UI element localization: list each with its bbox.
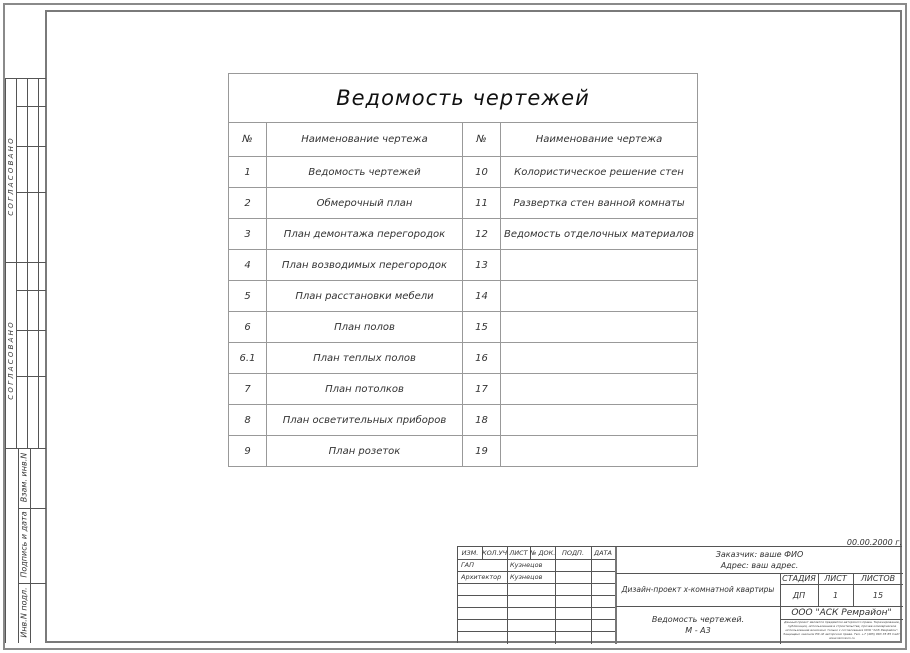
row-num: 8 bbox=[229, 405, 267, 435]
row-num: 9 bbox=[229, 436, 267, 467]
company-name: ООО "АСК Ремрайон" bbox=[791, 607, 892, 618]
row-name: План демонтажа перегородок bbox=[267, 219, 463, 249]
table-header-row bbox=[229, 123, 697, 157]
table-row bbox=[229, 250, 697, 281]
customer-label: Заказчик: ваше ФИО bbox=[715, 549, 804, 559]
row-num: 16 bbox=[463, 343, 501, 373]
rev-header-doc: № ДОК. bbox=[530, 549, 555, 557]
row-num: 12 bbox=[463, 219, 501, 249]
row-name bbox=[501, 405, 697, 435]
row-name bbox=[501, 374, 697, 404]
rev-header-izm: ИЗМ. bbox=[461, 549, 479, 557]
table-row bbox=[229, 436, 697, 467]
table-row bbox=[229, 188, 697, 219]
row-num: 2 bbox=[229, 188, 267, 218]
role-architect-name: Кузнецов bbox=[510, 573, 543, 581]
sheet-label: ЛИСТ bbox=[824, 574, 847, 583]
rev-header-date: ДАТА bbox=[594, 549, 612, 557]
schedule-title: Ведомость чертежей bbox=[229, 74, 697, 123]
row-num: 4 bbox=[229, 250, 267, 280]
vzam-inv-label: Взам. инв.N bbox=[19, 452, 29, 503]
table-row bbox=[229, 374, 697, 405]
header-num: № bbox=[229, 123, 267, 156]
row-name: План расстановки мебели bbox=[267, 281, 463, 311]
rev-header-kol: КОЛ.УЧ bbox=[482, 549, 507, 557]
table-row bbox=[229, 312, 697, 343]
row-name: План полов bbox=[267, 312, 463, 342]
sheets-value: 15 bbox=[872, 590, 884, 600]
row-name: Развертка стен ванной комнаты bbox=[513, 197, 685, 209]
row-name: Обмерочный план bbox=[267, 188, 463, 218]
row-name bbox=[501, 312, 697, 342]
row-name: План осветительных приборов bbox=[267, 405, 463, 435]
header-num: № bbox=[463, 123, 501, 156]
project-name: Дизайн-проект x-комнатной квартиры bbox=[621, 585, 775, 594]
header-name: Наименование чертежа bbox=[267, 123, 463, 156]
left-stamp bbox=[5, 78, 46, 643]
title-block bbox=[457, 546, 902, 643]
row-num: 7 bbox=[229, 374, 267, 404]
sheet-value: 1 bbox=[832, 590, 839, 600]
row-name: Колористическое решение стен bbox=[514, 166, 684, 178]
table-row bbox=[229, 157, 697, 188]
row-name bbox=[501, 436, 697, 467]
row-num: 13 bbox=[463, 250, 501, 280]
row-num: 1 bbox=[229, 157, 267, 187]
header-name: Наименование чертежа bbox=[535, 134, 663, 145]
role-gap: ГАП bbox=[461, 561, 474, 569]
row-num: 18 bbox=[463, 405, 501, 435]
row-name: План розеток bbox=[267, 436, 463, 467]
row-name: План потолков bbox=[267, 374, 463, 404]
row-num: 19 bbox=[463, 436, 501, 467]
row-name: План теплых полов bbox=[267, 343, 463, 373]
role-architect: Архитектор bbox=[461, 573, 502, 581]
scale-format: М - А3 bbox=[685, 625, 711, 635]
inv-podl-label: Инв.N подл. bbox=[19, 587, 29, 638]
row-name bbox=[501, 281, 697, 311]
date-label: 00.00.2000 г. bbox=[846, 537, 902, 547]
stage-label: СТАДИЯ bbox=[782, 574, 816, 583]
table-row bbox=[229, 405, 697, 436]
rev-header-sign: ПОДП. bbox=[561, 549, 585, 557]
row-name: Ведомость чертежей bbox=[267, 157, 463, 187]
signature-date-label: Подпись и дата bbox=[19, 511, 29, 578]
row-name: План возводимых перегородок bbox=[267, 250, 463, 280]
row-num: 5 bbox=[229, 281, 267, 311]
row-name bbox=[501, 343, 697, 373]
table-row bbox=[229, 281, 697, 312]
rev-header-list: ЛИСТ bbox=[509, 549, 528, 557]
row-num: 10 bbox=[463, 157, 501, 187]
row-name bbox=[501, 250, 697, 280]
row-num: 3 bbox=[229, 219, 267, 249]
drawing-schedule-table bbox=[228, 73, 698, 467]
row-num: 14 bbox=[463, 281, 501, 311]
row-name: Ведомость отделочных материалов bbox=[503, 228, 695, 240]
row-num: 11 bbox=[463, 188, 501, 218]
sheets-label: ЛИСТОВ bbox=[860, 574, 896, 583]
row-num: 17 bbox=[463, 374, 501, 404]
stage-value: ДП bbox=[792, 590, 806, 600]
drawing-name: Ведомость чертежей. bbox=[651, 614, 745, 624]
address-label: Адрес: ваш адрес. bbox=[720, 560, 799, 570]
agreed-label-1: С О Г Л А С О В А Н О bbox=[7, 138, 15, 216]
agreed-label-2: С О Г Л А С О В А Н О bbox=[7, 322, 15, 400]
role-gap-name: Кузнецов bbox=[510, 561, 543, 569]
company-note: Данный проект является предметом авторского права. Тиражирование, публикация, использование в строительстве, прочее коммерческое использование возможно только с согласования ООО "АСК Ремрайон". Защищено законом РФ об авторском праве. Тел. +7 (495) 663 35 85 Сайт: www.remraion.ru bbox=[783, 620, 901, 640]
row-num: 6 bbox=[229, 312, 267, 342]
row-num: 6.1 bbox=[229, 343, 267, 373]
table-row bbox=[229, 219, 697, 250]
table-row bbox=[229, 343, 697, 374]
row-num: 15 bbox=[463, 312, 501, 342]
